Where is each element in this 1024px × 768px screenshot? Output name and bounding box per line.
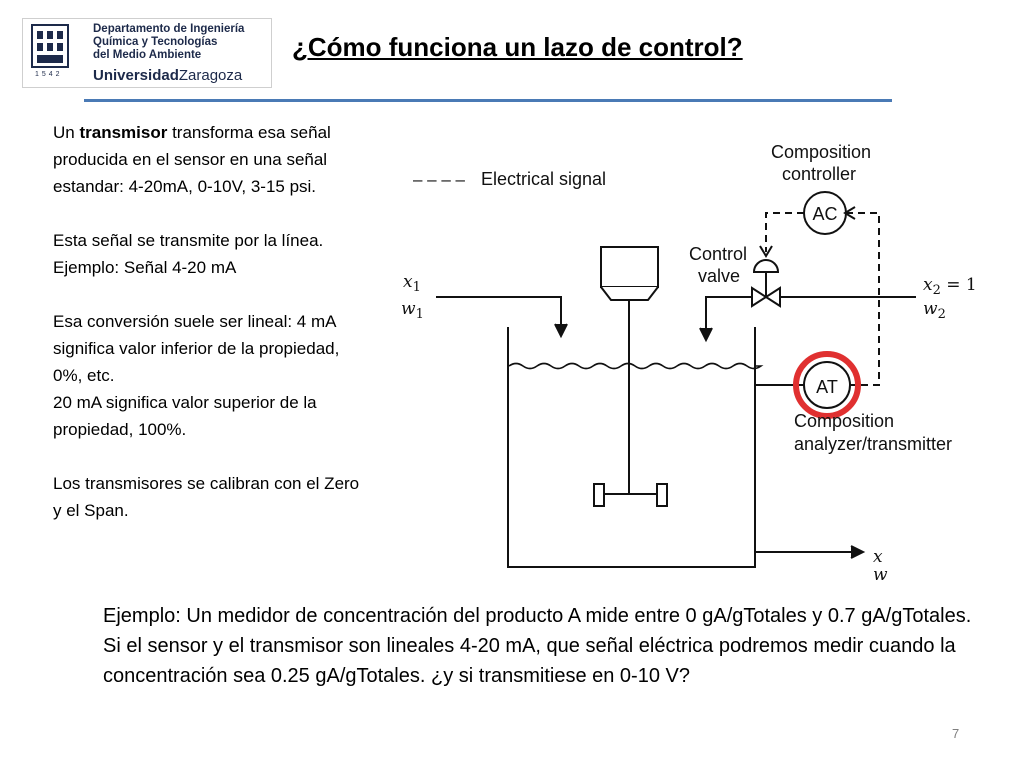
inlet-2-label [923, 275, 977, 322]
inlet-arrow-1 [555, 324, 567, 336]
control-valve [752, 260, 780, 306]
signal-line-from-transmitter [846, 213, 879, 385]
liquid-surface [509, 364, 761, 369]
controller-tag: AC [812, 204, 838, 224]
transmitter-label: Composition [794, 411, 895, 431]
controller-label: Composition [771, 142, 872, 162]
inlet-1-label [401, 272, 424, 322]
bold-term-transmitter: transmisor [79, 123, 168, 142]
paragraph-calibration: Los transmisores se calibran con el Zero y el Span. [53, 474, 360, 520]
university-name-bold: Universidad [93, 67, 179, 84]
university-name-regular: Zaragoza [178, 67, 243, 84]
outlet-arrow [851, 546, 863, 558]
stirrer-motor [601, 247, 658, 300]
inlet1-w: $w_1$ [401, 299, 424, 322]
university-logo [22, 18, 272, 88]
outlet-w: w [873, 565, 888, 582]
example-problem: Ejemplo: Un medidor de concentración del producto A mide entre 0 gA/gTotales y 0.7 gA/gTotales. Si el sensor y el transmisor son lineales 4-20 mA, que señal eléctrica podremos medir cuando la concentración sea 0.25 gA/gTotales. ¿y si transmitiese en 0-10 V? [103, 605, 972, 687]
inlet2-w: $w_2$ [923, 299, 946, 322]
logo-year: 1542 [35, 71, 63, 78]
valve-label: valve [698, 266, 741, 286]
transmitter-label: analyzer/transmitter [794, 434, 953, 454]
control-loop-diagram [401, 142, 981, 582]
valve-label: Control [689, 244, 748, 264]
paragraph-signal: Esta señal se transmite por la línea. Ejemplo: Señal 4-20 mA [53, 231, 324, 277]
inlet-arrow-2 [700, 328, 712, 340]
page-number: 7 [952, 726, 960, 741]
impeller-blade-left [594, 484, 604, 506]
paragraph-conversion: Esa conversión suele ser lineal: 4 mA significa valor inferior de la propiedad, 0%, etc. [53, 312, 340, 385]
inlet-pipe-2 [706, 297, 916, 337]
impeller-blade-right [657, 484, 667, 506]
department-line: Química y Tecnologías [93, 36, 218, 48]
legend-dashes: – – – – [413, 170, 465, 189]
department-name [93, 23, 269, 62]
transmitter-tag: AT [816, 377, 838, 397]
outlet-x: x [873, 547, 883, 567]
inlet2-x: $x_2 = 1$ [923, 275, 977, 298]
outlet-label [873, 547, 888, 582]
slide-title: ¿Cómo funciona un lazo de control? [292, 32, 743, 62]
inlet-pipe-1 [436, 297, 561, 332]
paragraph-text: Un [53, 123, 80, 142]
paragraph-conversion-upper: 20 mA significa valor superior de la propiedad, 100%. [53, 393, 317, 439]
inlet1-x: $x_1$ [403, 272, 421, 295]
department-line: Departamento de Ingeniería [93, 23, 245, 35]
explanation-text [53, 119, 363, 524]
controller-label: controller [782, 164, 857, 184]
legend-label: Electrical signal [481, 169, 607, 189]
university-name [93, 67, 242, 84]
paragraph-transmitter [53, 119, 363, 200]
department-line: del Medio Ambiente [93, 49, 202, 61]
title-divider [84, 99, 892, 102]
paragraph-text: transforma esa señal producida en el sensor en una señal estandar: 4-20mA, 0-10V, 3-15 psi. [53, 123, 331, 196]
